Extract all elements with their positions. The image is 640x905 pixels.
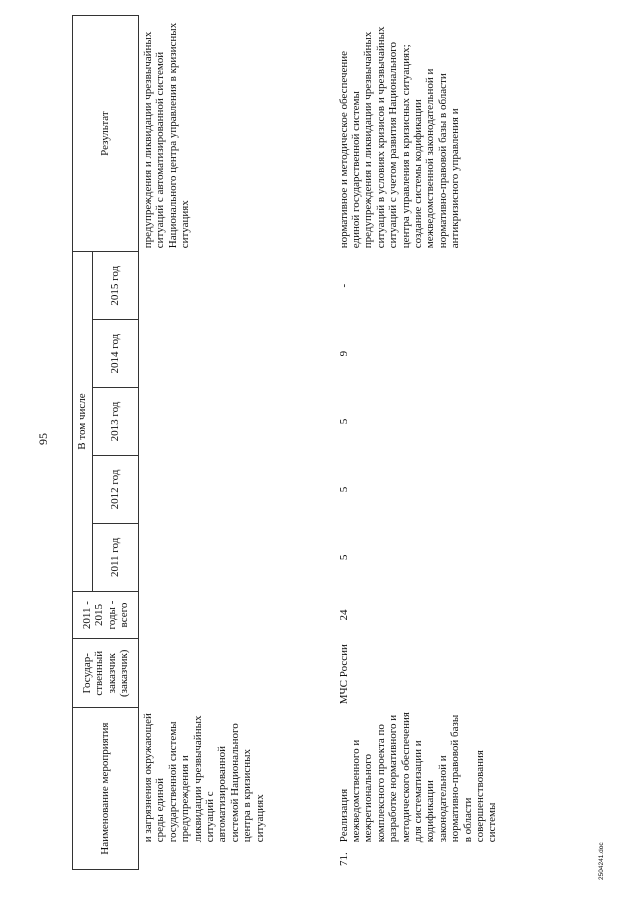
header-name: Наименование мероприятия	[73, 708, 139, 870]
row-year-value: 5	[337, 418, 350, 425]
row-total: 24	[337, 609, 350, 621]
row-year-value	[139, 320, 335, 388]
row-total	[139, 591, 335, 638]
row-number	[139, 846, 335, 870]
row-year-value	[139, 388, 335, 456]
header-year: 2015 год	[93, 252, 139, 320]
header-year: 2012 год	[93, 455, 139, 523]
row-result: нормативное и методическое обеспечение единой государственной системы предупреждения и ликвидации чрезвычайных ситуаций в условиях кризисов и чрезвычайных ситуаций с учетом развития Национального центра управления в кризисных ситуациях; создание системы кодификации межведомственной законодательной и нормативно-правовой базы в области антикризисного управления и	[337, 26, 462, 249]
header-total: 2011 - 2015 годы - всего	[73, 591, 139, 638]
row-customer	[139, 639, 335, 708]
header-including: В том числе	[73, 252, 93, 592]
row-year-value	[139, 252, 335, 320]
header-year: 2011 год	[93, 523, 139, 591]
table-row	[139, 16, 335, 870]
header-result: Результат	[73, 16, 139, 252]
row-name: Реализация межведомственного и межрегионального комплексного проекта по разработке нормативного и методического обеспечения для систематизации и кодификации законодательной и нормативно-правовой базы в области совершенствования системы	[337, 712, 499, 843]
row-name: и загрязнения окружающей среды единой государственной системы предупреждения и ликвидации чрезвычайных ситуаций с автоматизированной системой Национального центра в кризисных ситуациях	[142, 713, 266, 843]
row-number: 71.	[337, 852, 350, 866]
row-year-value: 5	[337, 486, 350, 493]
rotated-page-content	[72, 15, 592, 870]
row-year-value	[139, 523, 335, 591]
row-year-value: 5	[337, 554, 350, 561]
header-year: 2013 год	[93, 388, 139, 456]
row-year-value	[139, 455, 335, 523]
row-result: предупреждения и ликвидации чрезвычайных ситуаций с автоматизированной системой Национального центра управления в кризисных ситуациях	[142, 22, 192, 249]
row-customer: МЧС России	[337, 644, 350, 705]
row-year-value: 9	[337, 350, 350, 357]
measures-table	[72, 15, 501, 870]
header-customer: Государ-ственный заказчик (заказчик)	[73, 639, 139, 708]
table-row	[335, 16, 501, 870]
row-year-value: -	[337, 283, 350, 288]
footer-doc-code: 2504241.doc	[598, 842, 605, 880]
header-year: 2014 год	[93, 320, 139, 388]
table-header	[73, 16, 139, 870]
page-number: 95	[36, 433, 50, 445]
